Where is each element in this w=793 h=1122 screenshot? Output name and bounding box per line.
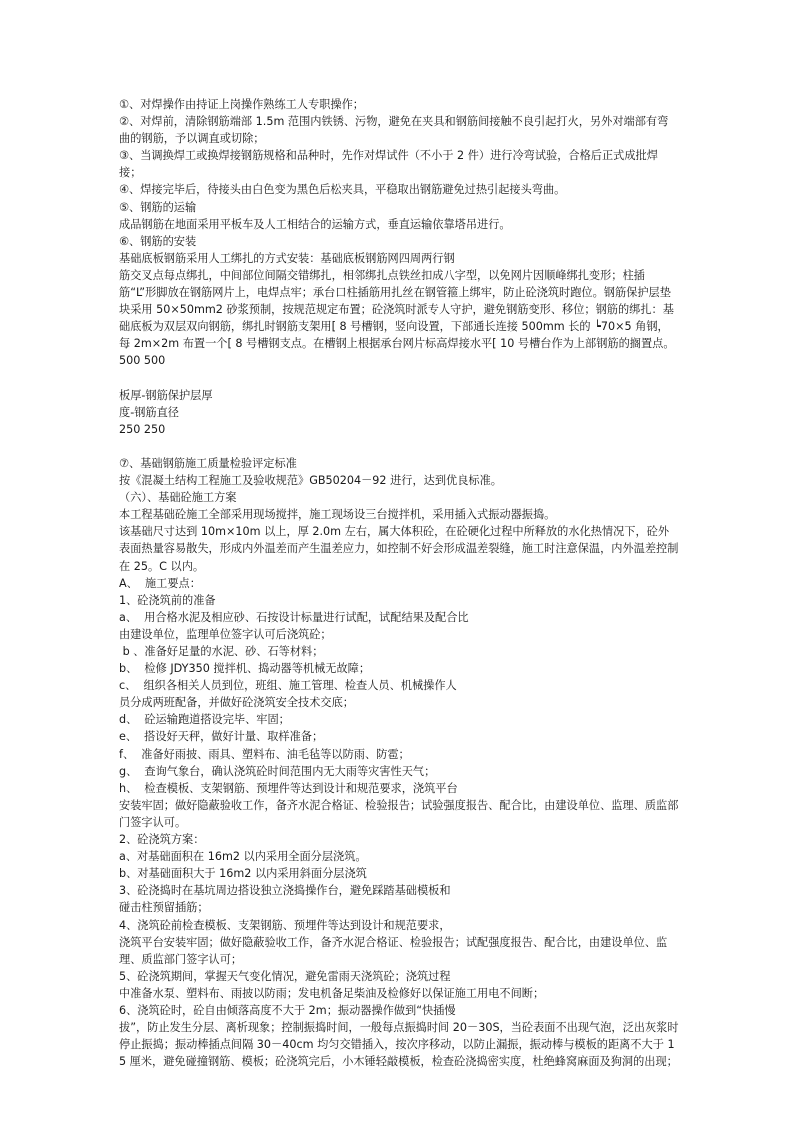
text-line: 本工程基础砼施工全部采用现场搅拌，施工现场设三台搅拌机，采用插入式振动器振捣。	[119, 508, 556, 522]
text-line: d、 砼运输跑道搭设完毕、牢固；	[119, 713, 290, 727]
text-line: 筋交叉点每点绑扎，中间部位间隔交错绑扎，相邻绑扎点铁丝扣成八字型，以免网片因顺峰绑扎变形；柱插筋“L”形脚放在钢筋网片上，电焊点牢；承台口柱插筋用扎丝在钢管箍上绑牢，防止砼浇筑时跑位。钢筋保护层垫块采用 50×50mm2 砂浆预制，按规范规定布置；砼浇筑时派专人守护，避免钢筋变形、移位；钢筋的绑扎：基础底板为双层双向钢筋，绑扎时钢筋支架用[ 8 号槽钢，竖向设置，下部通长连接 500mm 长的 ┕70×5 角钢，每 2m×2m 布置一个[ 8 号槽钢支点。在槽钢上根据承台网片标高焊接水平[ 10 号槽台作为上部钢筋的搁置点。	[119, 268, 675, 351]
text-line: h、 检查模板、支架钢筋、预埋件等达到设计和规范要求，浇筑平台	[119, 781, 458, 795]
text-line: 浇筑平台安装牢固；做好隐蔽验收工作，备齐水泥合格证、检验报告；试配强度报告、配合比，由建设单位、监理、质监部门签字认可；	[119, 935, 668, 966]
text-line: 成品钢筋在地面采用平板车及人工相结合的运输方式，垂直运输依靠塔吊进行。	[119, 217, 511, 231]
text-line: 按《混凝土结构工程施工及验收规范》GB50204－92 进行，达到优良标准。	[119, 474, 502, 488]
text-line: 基础底板钢筋采用人工绑扎的方式安装：基础底板钢筋网四周两行钢	[119, 251, 455, 265]
text-line: 拔”，防止发生分层、离析现象；控制振捣时间，一般每点振捣时间 20－30S，当砼表面不出现气泡，泛出灰浆时停止振捣；振动棒插点间隔 30－40cm 均匀交错插入，按次序移动，以防止漏振，振动棒与模板的距离不大于 15 厘米，避免碰撞钢筋、模板；砼浇筑完后，小木锤轻敲模板，检查砼浇捣密实度，杜绝蜂窝麻面及狗洞的出现；	[119, 1021, 679, 1069]
text-line: A、 施工要点：	[119, 576, 201, 590]
text-line: 板厚-钢筋保护层厚	[119, 388, 213, 402]
blank-line	[119, 438, 679, 455]
text-line: c、 组织各相关人员到位，班组、施工管理、检查人员、机械操作人	[119, 679, 457, 693]
text-line: ⑦、基础钢筋施工质量检验评定标准	[119, 456, 297, 470]
blank-line	[119, 370, 679, 387]
text-line: 由建设单位，监理单位签字认可后浇筑砼；	[119, 627, 332, 641]
text-line: ④、焊接完毕后，待接头由白色变为黑色后松夹具，平稳取出钢筋避免过热引起接头弯曲。	[119, 183, 566, 197]
text-line: 3、砼浇捣时在基坑周边搭设独立浇捣操作台，避免踩踏基础模板和	[119, 884, 451, 898]
text-line: a、对基础面积在 16m2 以内采用全面分层浇筑。	[119, 850, 367, 864]
text-line: ②、对焊前，清除钢筋端部 1.5m 范围内铁锈、污物，避免在夹具和钢筋间接触不良引起打火，另外对端部有弯曲的钢筋，予以调直或切除；	[119, 115, 669, 146]
text-line: 5、砼浇筑期间，掌握天气变化情况，避免雷雨天浇筑砼；浇筑过程	[119, 969, 451, 983]
text-line: 6、浇筑砼时，砼自由倾落高度不大于 2m；振动器操作做到“快插慢	[119, 1003, 456, 1017]
text-line: 2、砼浇筑方案：	[119, 833, 205, 847]
document-body	[119, 96, 679, 1070]
text-line: ③、当调换焊工或换焊接钢筋规格和品种时，先作对焊试件（不小于 2 件）进行冷弯试验，合格后正式成批焊接；	[119, 149, 658, 180]
text-line: f、 准备好雨披、雨具、塑料布、油毛毡等以防雨、防雹；	[119, 747, 410, 761]
text-line: 度-钢筋直径	[119, 405, 179, 419]
text-line: 该基础尺寸达到 10m×10m 以上，厚 2.0m 左右，属大体积砼，在砼硬化过程中所释放的水化热情况下，砼外表面热量容易散失，形成内外温差而产生温差应力，如控制不好会形成温差裂缝，施工时注意保温，内外温差控制在 25。C 以内。	[119, 525, 679, 573]
text-line: b、对基础面积大于 16m2 以内采用斜面分层浇筑	[119, 867, 367, 881]
text-line: 4、浇筑砼前检查模板、支架钢筋、预埋件等达到设计和规范要求，	[119, 918, 451, 932]
text-line: 员分成两班配备，并做好砼浇筑安全技术交底；	[119, 696, 354, 710]
text-line: g、 查询气象台，确认浇筑砼时间范围内无大雨等灾害性天气；	[119, 764, 436, 778]
text-line: 500 500	[119, 354, 166, 368]
text-line: 中准备水泵、塑料布、雨披以防雨；发电机备足柴油及检修好以保证施工用电不间断；	[119, 986, 545, 1000]
text-line: 碰击柱预留插筋；	[119, 901, 209, 915]
text-line: b 、准备好足量的水泥、砂、石等材料；	[119, 645, 324, 658]
text-line: ⑤、钢筋的运输	[119, 200, 197, 214]
text-line: 1、砼浇筑前的准备	[119, 593, 216, 607]
text-line: b、 检修 JDY350 搅拌机、捣动器等机械无故障；	[119, 662, 371, 676]
text-line: ⑥、钢筋的安装	[119, 234, 197, 248]
text-line: （六）、基础砼施工方案	[119, 491, 237, 505]
text-line: 250 250	[119, 422, 166, 436]
text-line: 安装牢固；做好隐蔽验收工作，备齐水泥合格证、检验报告；试验强度报告、配合比，由建设单位、监理、质监部门签字认可。	[119, 798, 679, 829]
text-line: e、 搭设好天秤，做好计量、取样准备；	[119, 730, 324, 744]
text-line: a、 用合格水泥及相应砂、石按设计标量进行试配，试配结果及配合比	[119, 610, 469, 624]
text-line: ①、对焊操作由持证上岗操作熟练工人专职操作；	[119, 98, 364, 111]
